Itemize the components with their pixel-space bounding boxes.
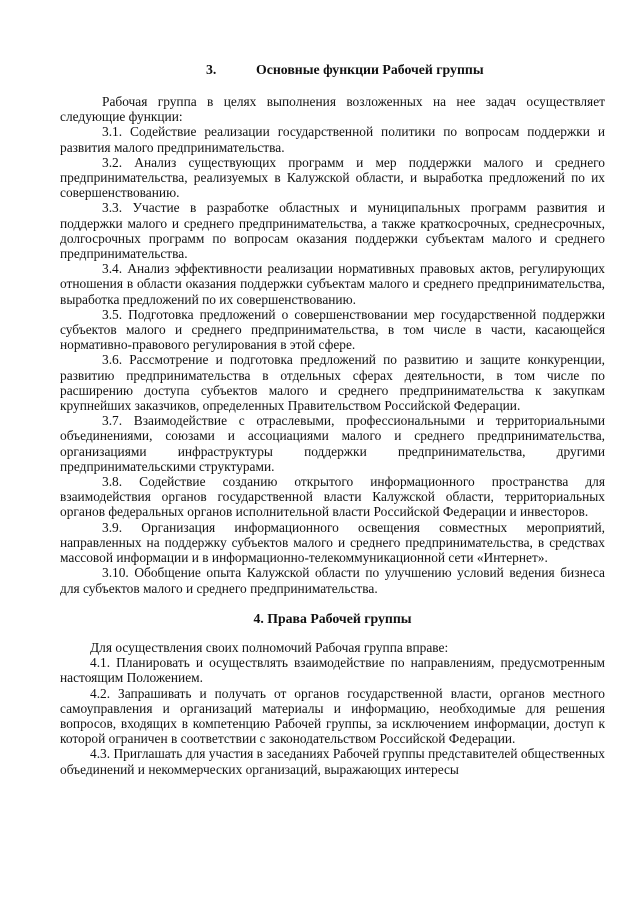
paragraph-3-1: 3.1. Содействие реализации государственной политики по вопросам поддержки и развития малого предпринимательства. (60, 124, 605, 155)
paragraph-3-9: 3.9. Организация информационного освещения совместных мероприятий, направленных на поддержку субъектов малого и среднего предпринимательства, в средствах массовой информации и в информационно-телекоммуникационной сети «Интернет». (60, 519, 605, 566)
paragraph-3-7: 3.7. Взаимодействие с отраслевыми, профессиональными и территориальными объединениями, союзами и ассоциациями малого и среднего предпринимательства, организациями инфраструктуры поддержки предпринимательства, другими предпринимательскими структурами. (60, 413, 605, 474)
section-3-heading (60, 62, 605, 80)
paragraph-4-2: 4.2. Запрашивать и получать от органов государственной власти, органов местного самоуправления и организаций материалы и информацию, необходимые для решения вопросов, входящих в компетенцию Рабочей группы, за исключением информации, доступ к которой ограничен в соответствии с законодательством Российской Федерации. (60, 685, 605, 747)
section-3-intro: Рабочая группа в целях выполнения возложенных на нее задач осуществляет следующие функции: (60, 94, 605, 125)
paragraph-3-8: 3.8. Содействие созданию открытого информационного пространства для взаимодействия органов государственной власти Калужской области, территориальных органов федеральных органов исполнительной власти Российской Федерации и инвесторов. (60, 474, 605, 520)
paragraph-3-2: 3.2. Анализ существующих программ и мер поддержки малого и среднего предпринимательства, реализуемых в Калужской области, и выработка предложений по их совершенствованию. (60, 154, 605, 201)
paragraph-3-6: 3.6. Рассмотрение и подготовка предложений по развитию и защите конкуренции, развитию предпринимательства в отдельных сферах деятельности, в том числе по расширению доступа субъектов малого и среднего предпринимательства к закупкам крупнейших заказчиков, определенных Правительством Российской Федерации. (60, 352, 605, 414)
section-4-heading: 4. Права Рабочей группы (253, 610, 412, 626)
paragraph-3-5: 3.5. Подготовка предложений о совершенствовании мер государственной поддержки субъектов малого и среднего предпринимательства, в том числе в части, касающейся нормативно-правового регулирования в этой сфере. (60, 306, 605, 353)
paragraph-3-3: 3.3. Участие в разработке областных и муниципальных программ развития и поддержки малого и среднего предпринимательства, а также краткосрочных, среднесрочных, долгосрочных программ по вопросам оказания поддержки субъектам малого и среднего предпринимательства. (60, 200, 605, 262)
paragraph-3-4: 3.4. Анализ эффективности реализации нормативных правовых актов, регулирующих отношения в области оказания поддержки субъектам малого и среднего предпринимательства, выработка предложений по их совершенствованию. (60, 261, 605, 307)
paragraph-3-10: 3.10. Обобщение опыта Калужской области по улучшению условий ведения бизнеса для субъектов малого и среднего предпринимательства. (60, 565, 605, 596)
section-3-number: 3. (206, 62, 217, 77)
section-4-intro: Для осуществления своих полномочий Рабочая группа вправе: (90, 639, 449, 655)
section-3-title: Основные функции Рабочей группы (256, 62, 484, 77)
paragraph-4-1: 4.1. Планировать и осуществлять взаимодействие по направлениям, предусмотренным настоящим Положением. (60, 655, 605, 686)
document-body (60, 62, 605, 777)
paragraph-4-3: 4.3. Приглашать для участия в заседаниях Рабочей группы представителей общественных объединений и некоммерческих организаций, выражающих интересы (60, 746, 605, 777)
